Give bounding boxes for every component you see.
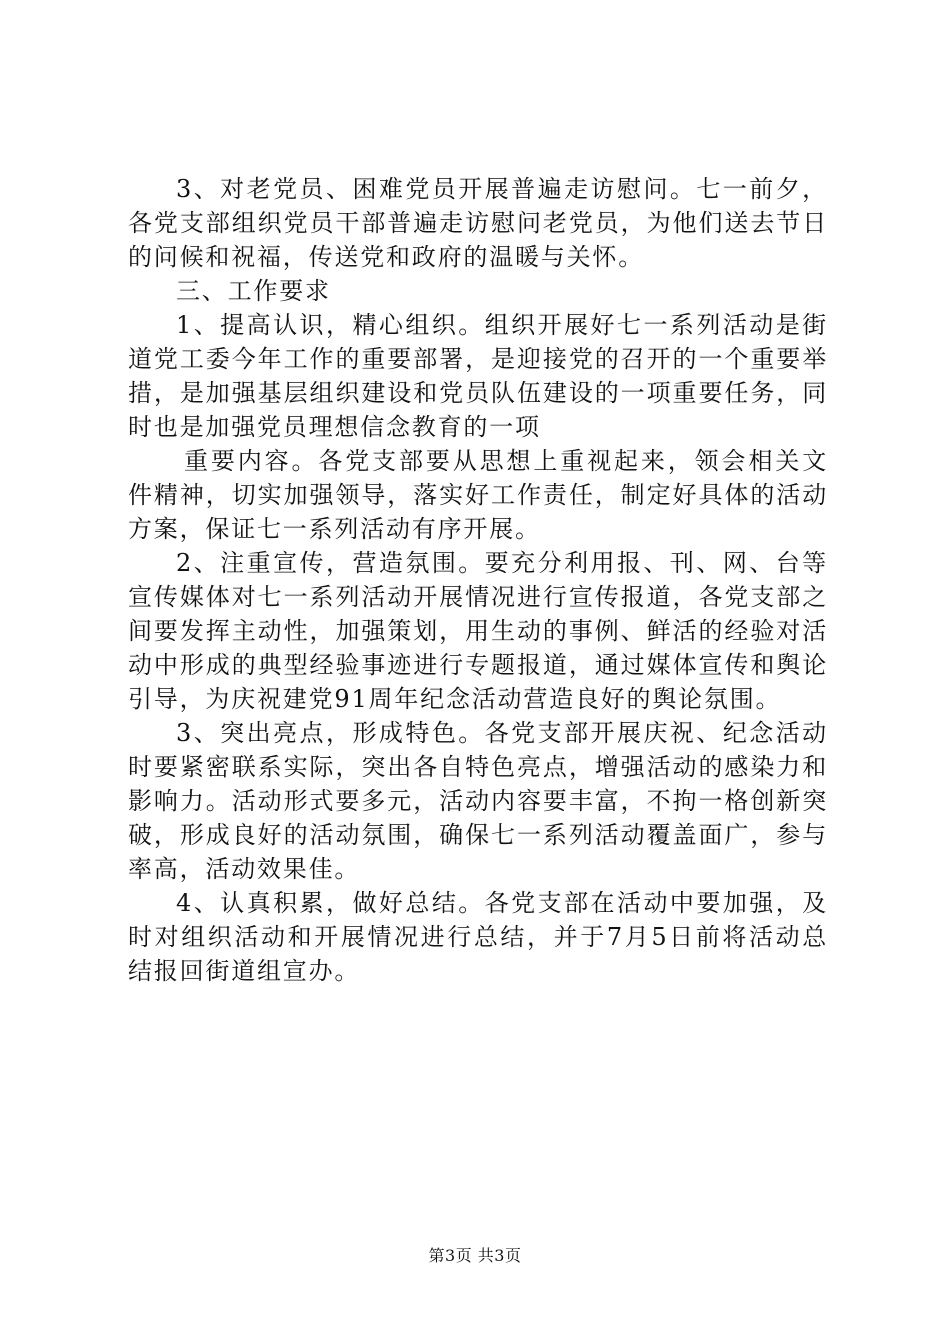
paragraph-visit-veterans: 3、对老党员、困难党员开展普遍走访慰问。七一前夕，各党支部组织党员干部普遍走访慰问老党员，为他们送去节日的问候和祝福，传送党和政府的温暖与关怀。 <box>128 175 828 271</box>
paragraph-highlights: 3、突出亮点，形成特色。各党支部开展庆祝、纪念活动时要紧密联系实际，突出各自特色亮点，增强活动的感染力和影响力。活动形式要多元，活动内容要丰富，不拘一格创新突破，形成良好的活动氛围，确保七一系列活动覆盖面广，参与率高，活动效果佳。 <box>128 719 828 883</box>
paragraph-raise-awareness: 1、提高认识，精心组织。组织开展好七一系列活动是街道党工委今年工作的重要部署，是迎接党的召开的一个重要举措，是加强基层组织建设和党员队伍建设的一项重要任务，同时也是加强党员理想信念教育的一项 <box>128 311 828 441</box>
paragraph-publicity: 2、注重宣传，营造氛围。要充分利用报、刊、网、台等宣传媒体对七一系列活动开展情况进行宣传报道，各党支部之间要发挥主动性，加强策划，用生动的事例、鲜活的经验对活动中形成的典型经验事迹进行专题报道，通过媒体宣传和舆论引导，为庆祝建党91周年纪念活动营造良好的舆论氛围。 <box>128 549 828 713</box>
section-heading-work-requirements: 三、工作要求 <box>176 277 331 305</box>
page-number-footer: 第3页 共3页 <box>428 1246 522 1265</box>
paragraph-summary: 4、认真积累，做好总结。各党支部在活动中要加强，及时对组织活动和开展情况进行总结，并于7月5日前将活动总结报回街道组宣办。 <box>128 889 828 985</box>
document-body <box>128 172 828 988</box>
paragraph-important-content: 重要内容。各党支部要从思想上重视起来，领会相关文件精神，切实加强领导，落实好工作责任，制定好具体的活动方案，保证七一系列活动有序开展。 <box>128 447 828 543</box>
